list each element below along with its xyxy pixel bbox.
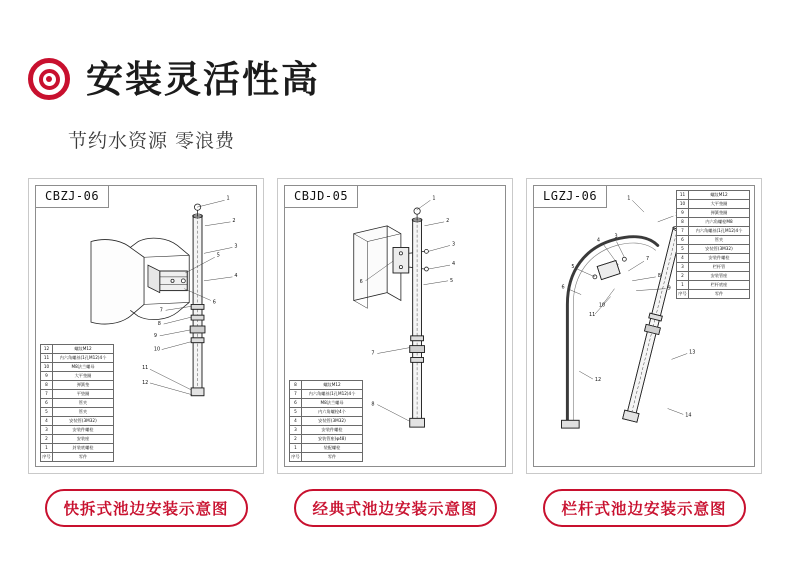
bom-row: [290, 444, 363, 453]
svg-text:6: 6: [212, 299, 216, 306]
page-subtitle: 节约水资源 零浪费: [68, 130, 236, 152]
bom-cell-num: 11: [41, 354, 53, 363]
bom-cell-num: 3: [41, 426, 53, 435]
svg-text:9: 9: [153, 332, 157, 339]
caption-button-2[interactable]: 经典式池边安装示意图: [294, 489, 497, 527]
bom-cell-num: 7: [290, 390, 302, 399]
bom-header-num: 序号: [41, 453, 53, 462]
svg-text:3: 3: [234, 243, 238, 250]
svg-text:1: 1: [432, 195, 436, 202]
page-header: [28, 58, 320, 100]
drawing-code-1: CBZJ-06: [36, 186, 109, 208]
bom-row: [677, 227, 750, 236]
bom-cell-num: 7: [41, 390, 53, 399]
svg-text:12: 12: [142, 379, 149, 386]
bom-row: [290, 399, 363, 408]
bom-header-desc: 零件: [302, 453, 363, 462]
bom-cell-num: 10: [41, 363, 53, 372]
svg-text:7: 7: [159, 307, 163, 314]
bom-cell-desc: 安装管座(φ48): [302, 435, 363, 444]
bom-row: [677, 245, 750, 254]
svg-text:10: 10: [598, 302, 606, 309]
bom-cell-num: 12: [41, 345, 53, 354]
bom-row: [677, 200, 750, 209]
svg-text:2: 2: [446, 217, 450, 224]
bom-cell-desc: 装配螺栓: [302, 444, 363, 453]
bom-cell-desc: 安装件螺栓: [302, 426, 363, 435]
drawing-area-1: [35, 185, 257, 467]
bom-cell-num: 10: [677, 200, 689, 209]
bom-row: [677, 281, 750, 290]
bom-cell-desc: 安装座: [53, 435, 114, 444]
svg-text:8: 8: [157, 321, 161, 328]
svg-text:2: 2: [232, 217, 236, 224]
bom-row: [677, 263, 750, 272]
bom-table-1: [40, 344, 114, 462]
bom-header-desc: 零件: [689, 290, 750, 299]
bom-cell-desc: 大平垫圈: [689, 200, 750, 209]
bom-cell-num: 8: [677, 218, 689, 227]
svg-text:5: 5: [216, 252, 220, 259]
bom-cell-desc: 安装管(3M32): [689, 245, 750, 254]
svg-text:8: 8: [657, 272, 661, 279]
bom-table-3: [676, 190, 750, 299]
bom-cell-desc: 螺纹M12: [689, 191, 750, 200]
bom-cell-num: 7: [677, 227, 689, 236]
bom-header-row: [290, 453, 363, 462]
drawing-code-3: LGZJ-06: [534, 186, 607, 208]
bom-cell-num: 11: [677, 191, 689, 200]
svg-text:10: 10: [153, 346, 161, 353]
bom-cell-desc: 管夹: [53, 399, 114, 408]
bom-cell-num: 1: [290, 444, 302, 453]
bom-cell-desc: 管夹: [689, 236, 750, 245]
diagram-panels: [28, 178, 762, 474]
diagram-panel-1: [28, 178, 264, 474]
bom-row: [290, 417, 363, 426]
caption-button-1[interactable]: 快拆式池边安装示意图: [45, 489, 248, 527]
diagram-panel-2: [277, 178, 513, 474]
svg-text:11: 11: [589, 312, 596, 319]
bom-cell-num: 5: [290, 408, 302, 417]
bom-cell-num: 2: [41, 435, 53, 444]
svg-text:1: 1: [627, 195, 631, 202]
bom-cell-desc: 内六角螺栓M8: [689, 218, 750, 227]
bom-cell-num: 4: [290, 417, 302, 426]
bom-cell-desc: 安装管(3M32): [302, 417, 363, 426]
bom-cell-desc: 管夹: [53, 408, 114, 417]
bom-cell-num: 6: [41, 399, 53, 408]
bom-cell-desc: 内六角螺栓4个: [302, 408, 363, 417]
diagram-panel-3: [526, 178, 762, 474]
bom-cell-desc: 螺纹M12: [53, 345, 114, 354]
bom-cell-num: 5: [677, 245, 689, 254]
svg-text:11: 11: [142, 365, 149, 372]
bom-cell-desc: 大平垫圈: [53, 372, 114, 381]
bom-cell-num: 3: [290, 426, 302, 435]
bom-cell-num: 8: [290, 381, 302, 390]
bom-cell-desc: 封装底螺栓: [53, 444, 114, 453]
bom-header-num: 序号: [677, 290, 689, 299]
bom-row: [41, 426, 114, 435]
bom-row: [41, 381, 114, 390]
bom-cell-desc: 弹簧垫圈: [689, 209, 750, 218]
bom-row: [290, 426, 363, 435]
bom-cell-num: 6: [290, 399, 302, 408]
bom-header-row: [677, 290, 750, 299]
bom-cell-desc: 平垫圈: [53, 390, 114, 399]
bom-row: [677, 236, 750, 245]
svg-text:8: 8: [371, 401, 375, 408]
svg-text:4: 4: [451, 261, 456, 268]
svg-text:6: 6: [561, 284, 565, 291]
drawing-code-2: CBJD-05: [285, 186, 358, 208]
bom-row: [290, 381, 363, 390]
bom-cell-num: 4: [41, 417, 53, 426]
bom-header-desc: 零件: [53, 453, 114, 462]
bom-cell-desc: 安装管(3M32): [53, 417, 114, 426]
bom-cell-desc: 栏杆管: [689, 263, 750, 272]
bom-row: [41, 345, 114, 354]
drawing-area-3: [533, 185, 755, 467]
bom-row: [290, 435, 363, 444]
bom-row: [41, 417, 114, 426]
bom-row: [41, 444, 114, 453]
page-title: 安装灵活性高: [86, 57, 320, 101]
bom-row: [41, 399, 114, 408]
bom-table-2: [289, 380, 363, 462]
bom-row: [290, 408, 363, 417]
bom-cell-desc: 内六角螺丝(1孔M12)4个: [53, 354, 114, 363]
bom-cell-desc: 弹簧垫: [53, 381, 114, 390]
bom-row: [41, 435, 114, 444]
bom-cell-num: 8: [41, 381, 53, 390]
caption-row: [28, 489, 762, 527]
bom-row: [41, 390, 114, 399]
bom-cell-num: 3: [677, 263, 689, 272]
bom-cell-num: 9: [41, 372, 53, 381]
bom-row: [41, 363, 114, 372]
svg-text:13: 13: [689, 349, 696, 356]
bom-cell-desc: 安装件螺栓: [689, 254, 750, 263]
bom-row: [677, 254, 750, 263]
svg-text:7: 7: [645, 256, 650, 263]
bom-body-2: [290, 381, 363, 462]
svg-text:3: 3: [614, 233, 618, 240]
bom-cell-desc: 内六角螺丝(1孔M12)4个: [302, 390, 363, 399]
bom-cell-num: 2: [677, 272, 689, 281]
bom-header-num: 序号: [290, 453, 302, 462]
svg-text:12: 12: [594, 377, 602, 383]
bom-row: [677, 218, 750, 227]
bom-row: [41, 408, 114, 417]
bom-cell-num: 9: [677, 209, 689, 218]
svg-text:1: 1: [226, 195, 230, 202]
svg-text:9: 9: [667, 285, 671, 292]
bom-cell-desc: M8法兰螺母: [302, 399, 363, 408]
target-icon: [28, 58, 70, 100]
bom-row: [41, 372, 114, 381]
bom-cell-desc: 栏杆底座: [689, 281, 750, 290]
svg-text:14: 14: [685, 412, 692, 419]
bom-cell-desc: M8法兰螺母: [53, 363, 114, 372]
bom-row: [677, 191, 750, 200]
svg-text:3: 3: [451, 241, 456, 248]
svg-text:6: 6: [359, 278, 363, 285]
bom-body-1: [41, 345, 114, 462]
bom-cell-num: 4: [677, 254, 689, 263]
bom-row: [677, 272, 750, 281]
bom-cell-num: 5: [41, 408, 53, 417]
svg-text:5: 5: [450, 277, 454, 284]
bom-row: [677, 209, 750, 218]
svg-text:5: 5: [571, 264, 575, 271]
bom-cell-num: 1: [677, 281, 689, 290]
drawing-area-2: [284, 185, 506, 467]
bom-cell-num: 2: [290, 435, 302, 444]
caption-button-3[interactable]: 栏杆式池边安装示意图: [543, 489, 746, 527]
bom-row: [290, 390, 363, 399]
svg-text:4: 4: [234, 272, 238, 279]
bom-body-3: [677, 191, 750, 299]
bom-row: [41, 354, 114, 363]
bom-cell-num: 6: [677, 236, 689, 245]
svg-text:4: 4: [596, 237, 600, 244]
bom-cell-desc: 安装件螺栓: [53, 426, 114, 435]
bom-cell-num: 1: [41, 444, 53, 453]
svg-text:7: 7: [371, 350, 375, 357]
bom-cell-desc: 安装管座: [689, 272, 750, 281]
bom-cell-desc: 螺纹M12: [302, 381, 363, 390]
bom-cell-desc: 内六角螺丝(1孔M12)4个: [689, 227, 750, 236]
bom-header-row: [41, 453, 114, 462]
